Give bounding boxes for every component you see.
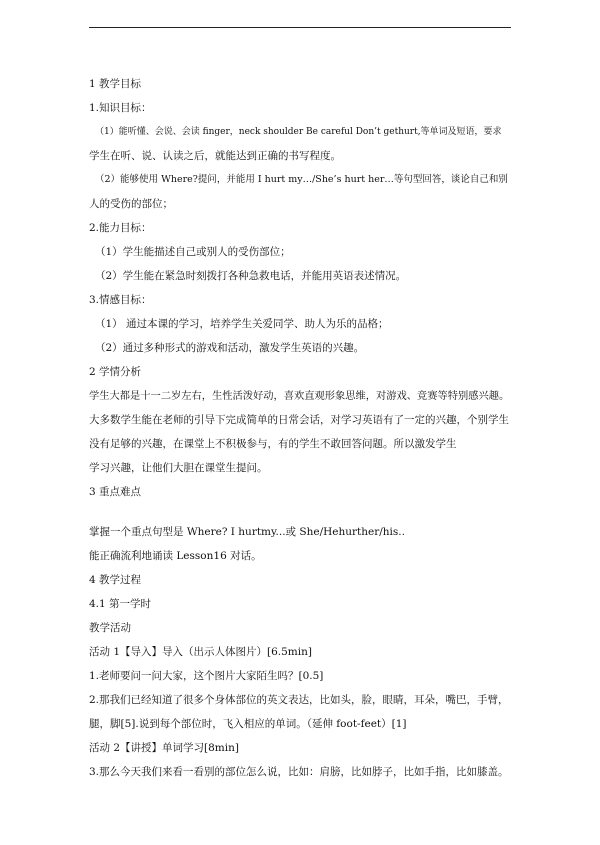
header-rule xyxy=(89,27,511,28)
emotion-goal-2: （2）通过多种形式的游戏和活动，激发学生英语的兴趣。 xyxy=(95,342,365,354)
student-analysis-line-4: 学习兴趣，让他们大胆在课堂生提问。 xyxy=(89,462,268,474)
heading-first-period: 4.1 第一学时 xyxy=(89,598,152,610)
knowledge-goal-2-line-1: （2）能够使用 Where?提问，并能用 I hurt my…/She’s hurt her…等句型回答，谈论自己和别 xyxy=(95,174,508,185)
heading-student-analysis: 2 学情分析 xyxy=(89,366,142,378)
knowledge-goal-2-line-2: 人的受伤的部位； xyxy=(89,198,173,210)
teaching-activities-title: 教学活动 xyxy=(89,622,131,634)
emotion-goals-title: 3.情感目标： xyxy=(89,294,152,306)
emotion-goal-1: （1） 通过本课的学习，培养学生关爱同学、助人为乐的品格； xyxy=(95,318,389,330)
activity-1-step-2-line-1: 2.那我们已经知道了很多个身体部位的英文表达，比如头，脸，眼睛，耳朵，嘴巴，手臂， xyxy=(89,694,509,706)
heading-key-points: 3 重点难点 xyxy=(89,486,142,498)
student-analysis-line-1: 学生大都是十一二岁左右，生性活泼好动，喜欢直观形象思维，对游戏、竞赛等特别感兴趣。 xyxy=(89,390,510,402)
key-point-2: 能正确流利地诵读 Lesson16 对话。 xyxy=(89,550,262,562)
activity-2-step-3: 3.那么今天我们来看一看别的部位怎么说，比如：肩膀，比如脖子，比如手指，比如膝盖。 xyxy=(89,766,509,778)
ability-goals-title: 2.能力目标： xyxy=(89,222,152,234)
activity-1-step-1: 1.老师要问一问大家，这个图片大家陌生吗？[0.5] xyxy=(89,670,324,682)
heading-teaching-process: 4 教学过程 xyxy=(89,574,142,586)
ability-goal-1: （1）学生能描述自己或别人的受伤部位； xyxy=(95,246,291,258)
knowledge-goal-1-line-1: （1）能听懂、会说、会读 finger，neck shoulder Be careful Don’t gethurt,等单词及短语，要求 xyxy=(95,127,502,137)
knowledge-goals-title: 1.知识目标： xyxy=(89,102,152,114)
activity-1-title: 活动 1【导入】导入（出示人体图片）[6.5min] xyxy=(89,646,312,658)
activity-2-title: 活动 2【讲授】单词学习[8min] xyxy=(89,742,239,754)
heading-teaching-goals: 1 教学目标 xyxy=(89,78,142,90)
activity-1-step-2-line-2: 腿，脚[5].说到每个部位时，飞入相应的单词。（延伸 foot-feet）[1] xyxy=(89,718,407,730)
knowledge-goal-1-line-2: 学生在听、说、认读之后，就能达到正确的书写程度。 xyxy=(89,150,341,162)
student-analysis-line-3: 没有足够的兴趣，在课堂上不积极参与，有的学生不敢回答问题。所以激发学生 xyxy=(89,438,457,450)
student-analysis-line-2: 大多数学生能在老师的引导下完成简单的日常会话，对学习英语有了一定的兴趣，个别学生 xyxy=(89,414,509,426)
key-point-1: 掌握一个重点句型是 Where? I hurtmy...或 She/Hehurther/his.. xyxy=(89,526,405,538)
ability-goal-2: （2）学生能在紧急时刻拨打各种急救电话，并能用英语表述情况。 xyxy=(95,270,407,282)
